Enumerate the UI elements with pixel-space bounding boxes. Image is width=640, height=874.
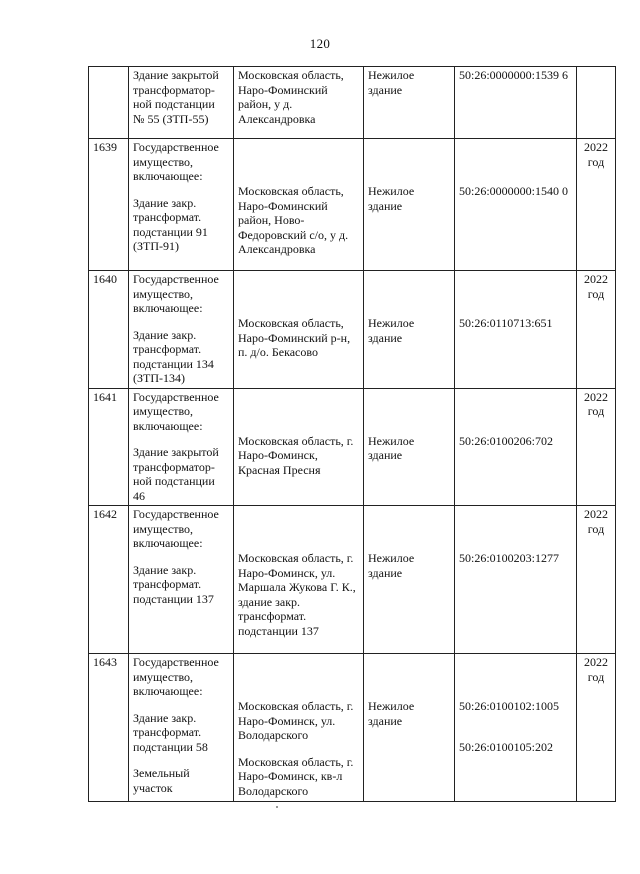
table-row	[89, 654, 616, 802]
object-address: Московская область, г. Наро-Фоминск, ул. Маршала Жукова Г. К., здание закр. трансформат. подстанции 137	[238, 551, 356, 638]
cell-type	[364, 388, 455, 506]
cell-year: 2022 год	[577, 506, 616, 654]
object-name: Здание закрытой трансформатор-ной подстанции 46	[133, 445, 219, 503]
page-number: 120	[309, 36, 331, 51]
cell-cadastral	[455, 654, 577, 802]
cell-cadastral	[455, 388, 577, 506]
entry-header: Государственное имущество, включающее:	[133, 507, 219, 550]
object-address: Московская область, г. Наро-Фоминск, кв-л Володарского	[238, 754, 354, 798]
cell-year	[577, 67, 616, 139]
cadastral-number: 50:26:0100102:1005	[459, 699, 560, 713]
cadastral-number: 50:26:0100105:202	[459, 739, 554, 754]
cell-name	[129, 506, 234, 654]
entry-header: Государственное имущество, включающее:	[133, 655, 219, 698]
object-address: Московская область, Наро-Фоминский район, Ново-Федоровский с/о, у д. Александровка	[238, 184, 349, 256]
cadastral-number: 50:26:0000000:1539 6	[459, 68, 569, 82]
cadastral-number: 50:26:0000000:1540 0	[459, 184, 569, 198]
cadastral-number: 50:26:0110713:651	[459, 316, 553, 330]
object-address: Московская область, г. Наро-Фоминск, Красная Пресня	[238, 433, 354, 477]
table-row	[89, 388, 616, 506]
object-type: Нежилое здание	[368, 68, 415, 97]
cell-address	[234, 506, 364, 654]
cell-address	[234, 388, 364, 506]
object-address: Московская область, Наро-Фоминский р-н, п. д/о. Бекасово	[238, 316, 351, 359]
cell-type	[364, 506, 455, 654]
property-registry-table	[88, 66, 616, 802]
cell-number: 1641	[89, 388, 129, 506]
cell-type	[364, 139, 455, 271]
cell-type	[364, 654, 455, 802]
cell-name	[129, 67, 234, 139]
cadastral-number: 50:26:0100206:702	[459, 433, 554, 448]
object-name: Здание закр. трансформат. подстанции 91 (ЗТП-91)	[133, 195, 208, 253]
object-name: Здание закр. трансформат. подстанции 137	[133, 562, 214, 606]
cell-number: 1640	[89, 271, 129, 389]
object-name: Здание закр. трансформат. подстанции 134 (ЗТП-134)	[133, 327, 214, 385]
cell-type	[364, 271, 455, 389]
table-row	[89, 139, 616, 271]
object-type: Нежилое здание	[368, 433, 415, 462]
object-name: Здание закрытой трансформатор-ной подстанции № 55 (ЗТП-55)	[133, 68, 219, 126]
cell-address	[234, 271, 364, 389]
cell-name	[129, 654, 234, 802]
object-type: Нежилое здание	[368, 699, 415, 728]
cell-number: 1642	[89, 506, 129, 654]
cell-address	[234, 654, 364, 802]
cell-year: 2022 год	[577, 654, 616, 802]
object-address: Московская область, г. Наро-Фоминск, ул. Володарского	[238, 699, 354, 742]
object-name: Здание закр. трансформат. подстанции 58	[133, 710, 208, 754]
cell-number: 1639	[89, 139, 129, 271]
object-address: Московская область, Наро-Фоминский район, у д. Александровка	[238, 68, 344, 126]
cell-cadastral	[455, 271, 577, 389]
cell-year: 2022 год	[577, 139, 616, 271]
cell-address	[234, 139, 364, 271]
object-name: Земельный участок	[133, 766, 190, 795]
table-row-continuation	[89, 67, 616, 139]
cadastral-number: 50:26:0100203:1277	[459, 551, 560, 565]
cell-number	[89, 67, 129, 139]
table-row	[89, 506, 616, 654]
cell-name	[129, 388, 234, 506]
cell-year: 2022 год	[577, 271, 616, 389]
cell-type	[364, 67, 455, 139]
cell-number: 1643	[89, 654, 129, 802]
entry-header: Государственное имущество, включающее:	[133, 389, 219, 433]
cell-name	[129, 271, 234, 389]
cell-cadastral	[455, 67, 577, 139]
scan-speck	[276, 806, 278, 808]
object-type: Нежилое здание	[368, 316, 415, 345]
object-type: Нежилое здание	[368, 184, 415, 213]
object-type: Нежилое здание	[368, 551, 415, 580]
cell-address	[234, 67, 364, 139]
cell-cadastral	[455, 139, 577, 271]
cell-year: 2022 год	[577, 388, 616, 506]
table-row	[89, 271, 616, 389]
cell-cadastral	[455, 506, 577, 654]
entry-header: Государственное имущество, включающее:	[133, 140, 219, 183]
cell-name	[129, 139, 234, 271]
entry-header: Государственное имущество, включающее:	[133, 272, 219, 315]
